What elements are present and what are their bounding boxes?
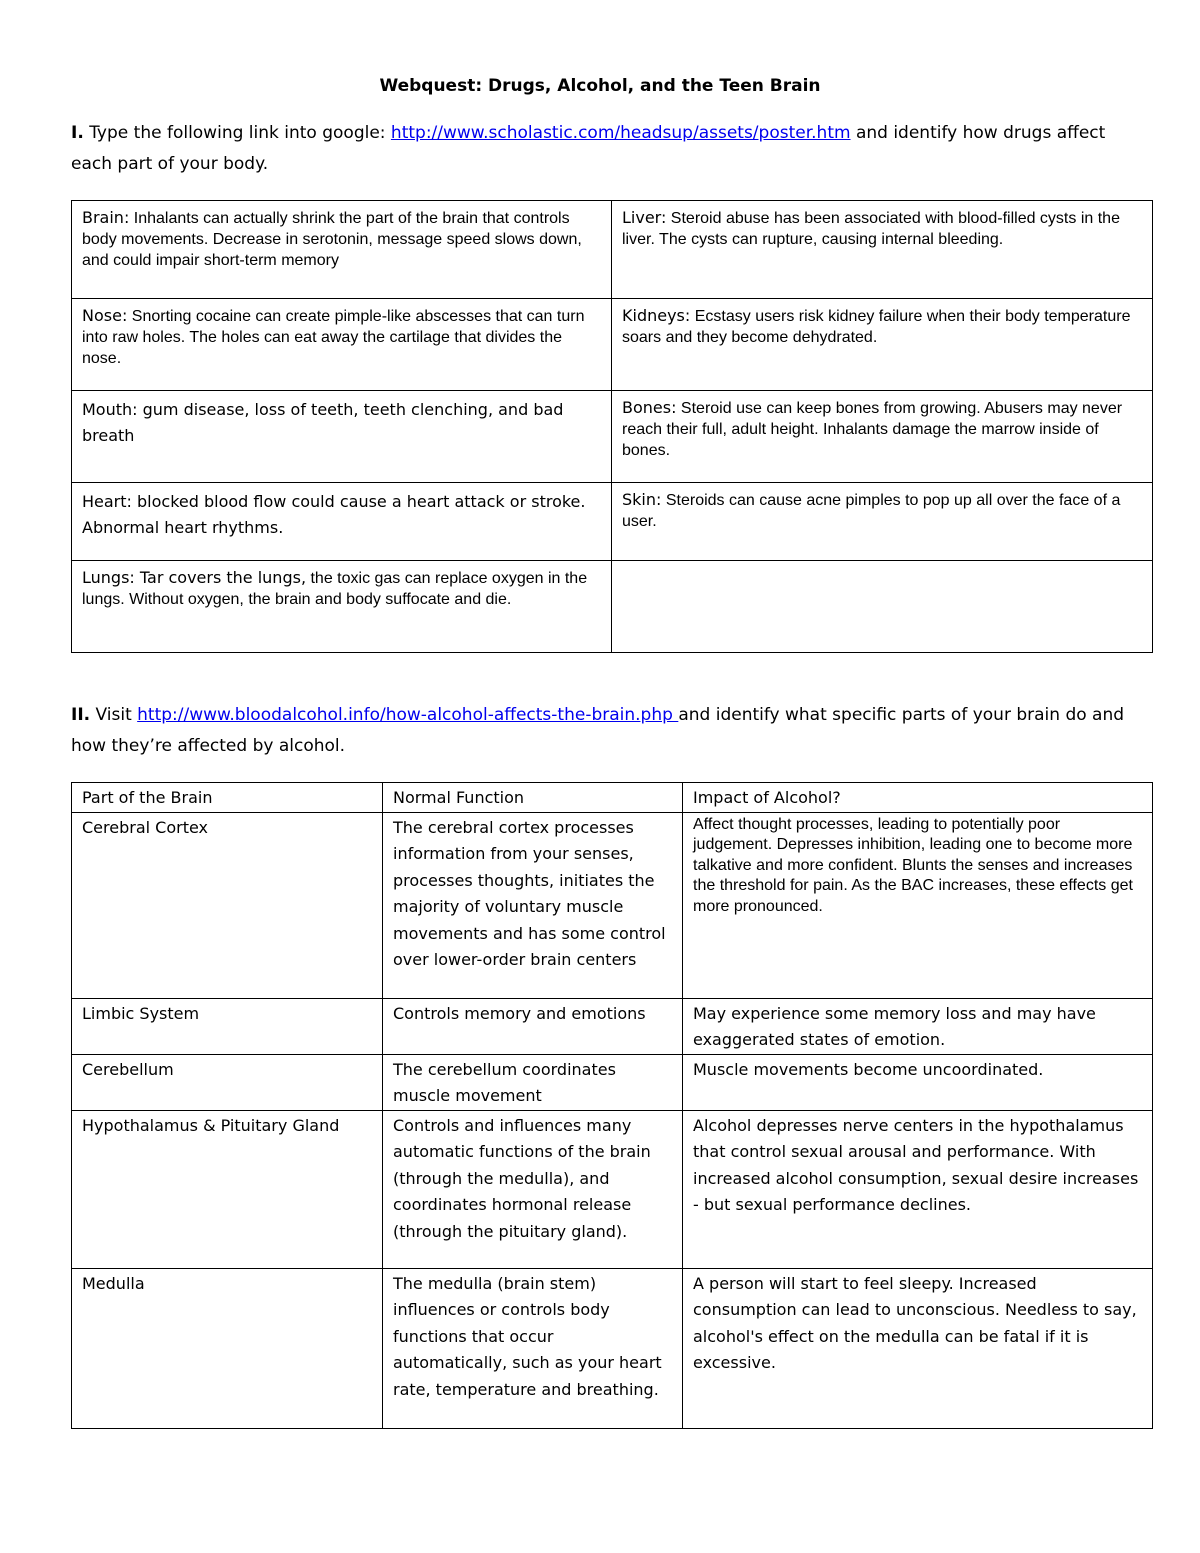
mouth-label: Mouth: <box>82 400 138 419</box>
row-function: The medulla (brain stem) influences or controls body functions that occur automatically, such as your heart rate, temperature and breathing. <box>383 1268 683 1428</box>
nose-label: Nose: <box>82 306 128 325</box>
liver-label: Liver: <box>622 208 667 227</box>
heart-label: Heart: <box>82 492 132 511</box>
header-function: Normal Function <box>383 783 683 813</box>
table-row <box>72 1054 1153 1110</box>
row-function: Controls and influences many automatic functions of the brain (through the medulla), and coordinates hormonal release (through the pituitary gland). <box>383 1110 683 1268</box>
table-header-row <box>72 783 1153 813</box>
brain-alcohol-table <box>71 782 1153 1429</box>
brain-label: Brain: <box>82 208 130 227</box>
liver-text: Steroid abuse has been associated with blood-filled cysts in the liver. The cysts can rupture, causing internal bleeding. <box>622 210 1120 248</box>
nose-cell <box>72 299 612 391</box>
row-impact: A person will start to feel sleepy. Increased consumption can lead to unconscious. Needless to say, alcohol's effect on the medulla can be fatal if it is excessive. <box>683 1268 1153 1428</box>
row-impact: Muscle movements become uncoordinated. <box>683 1054 1153 1110</box>
lungs-label: Lungs: <box>82 568 135 587</box>
mouth-cell <box>72 391 612 483</box>
table-row <box>72 201 1153 299</box>
header-part: Part of the Brain <box>72 783 383 813</box>
skin-label: Skin: <box>622 490 662 509</box>
skin-cell <box>612 483 1153 561</box>
kidneys-label: Kidneys: <box>622 306 691 325</box>
section1-instructions <box>71 118 1151 180</box>
row-function: The cerebellum coordinates muscle movement <box>383 1054 683 1110</box>
skin-text: Steroids can cause acne pimples to pop up all over the face of a user. <box>622 492 1121 530</box>
table-row <box>72 1110 1153 1268</box>
row-part: Limbic System <box>72 998 383 1054</box>
section2-text-after: and identify what specific parts of your brain do and how they’re affected by alcohol. <box>71 705 1125 756</box>
table-row <box>72 391 1153 483</box>
section1-text-before: Type the following link into google: <box>83 123 391 143</box>
row-part: Hypothalamus & Pituitary Gland <box>72 1110 383 1268</box>
row-part: Medulla <box>72 1268 383 1428</box>
liver-cell <box>612 201 1153 299</box>
row-impact: Affect thought processes, leading to potentially poor judgement. Depresses inhibition, leading one to become more talkative and more confident. Blunts the senses and increases the threshold for pain. As the BAC increases, these effects get more pronounced. <box>683 812 1153 998</box>
empty-cell <box>612 561 1153 653</box>
body-effects-table <box>71 200 1153 653</box>
bloodalcohol-link[interactable]: http://www.bloodalcohol.info/how-alcohol-affects-the-brain.php <box>137 705 679 725</box>
section2-text-before: Visit <box>90 705 138 725</box>
table-row <box>72 1268 1153 1428</box>
lungs-text-sans: Tar covers the lungs, <box>134 568 307 587</box>
row-part: Cerebral Cortex <box>72 812 383 998</box>
table-row <box>72 812 1153 998</box>
lungs-cell <box>72 561 612 653</box>
kidneys-cell <box>612 299 1153 391</box>
table-row <box>72 998 1153 1054</box>
row-function: The cerebral cortex processes information from your senses, processes thoughts, initiates the majority of voluntary muscle movements and has some control over lower-order brain centers <box>383 812 683 998</box>
nose-text: Snorting cocaine can create pimple-like abscesses that can turn into raw holes. The holes can eat away the cartilage that divides the nose. <box>82 308 585 367</box>
header-impact: Impact of Alcohol? <box>683 783 1153 813</box>
document-title: Webquest: Drugs, Alcohol, and the Teen Brain <box>379 76 821 96</box>
section1-text-after: and identify how drugs affect each part of your body. <box>71 123 1106 174</box>
row-part: Cerebellum <box>72 1054 383 1110</box>
scholastic-link[interactable]: http://www.scholastic.com/headsup/assets/poster.htm <box>390 123 851 143</box>
lungs-text: the toxic gas can replace oxygen in the lungs. Without oxygen, the brain and body suffocate and die. <box>82 570 588 608</box>
section1-numeral: I. <box>71 123 84 143</box>
bones-text: Steroid use can keep bones from growing. Abusers may never reach their full, adult height. Inhalants damage the marrow inside of bones. <box>622 400 1123 459</box>
heart-text: blocked blood flow could cause a heart attack or stroke. Abnormal heart rhythms. <box>82 492 586 537</box>
row-impact: May experience some memory loss and may have exaggerated states of emotion. <box>683 998 1153 1054</box>
row-impact: Alcohol depresses nerve centers in the hypothalamus that control sexual arousal and performance. With increased alcohol consumption, sexual desire increases - but sexual performance declines. <box>683 1110 1153 1268</box>
brain-cell <box>72 201 612 299</box>
section2-instructions <box>71 700 1151 762</box>
table-row <box>72 483 1153 561</box>
table-row <box>72 561 1153 653</box>
brain-text: Inhalants can actually shrink the part of the brain that controls body movements. Decrease in serotonin, message speed slows down, and could impair short-term memory <box>82 210 582 269</box>
bones-cell <box>612 391 1153 483</box>
table-row <box>72 299 1153 391</box>
row-function: Controls memory and emotions <box>383 998 683 1054</box>
section2-numeral: II. <box>71 705 91 725</box>
heart-cell <box>72 483 612 561</box>
bones-label: Bones: <box>622 398 677 417</box>
kidneys-text: Ecstasy users risk kidney failure when their body temperature soars and they become dehydrated. <box>622 308 1131 346</box>
mouth-text: gum disease, loss of teeth, teeth clenching, and bad breath <box>82 400 564 445</box>
